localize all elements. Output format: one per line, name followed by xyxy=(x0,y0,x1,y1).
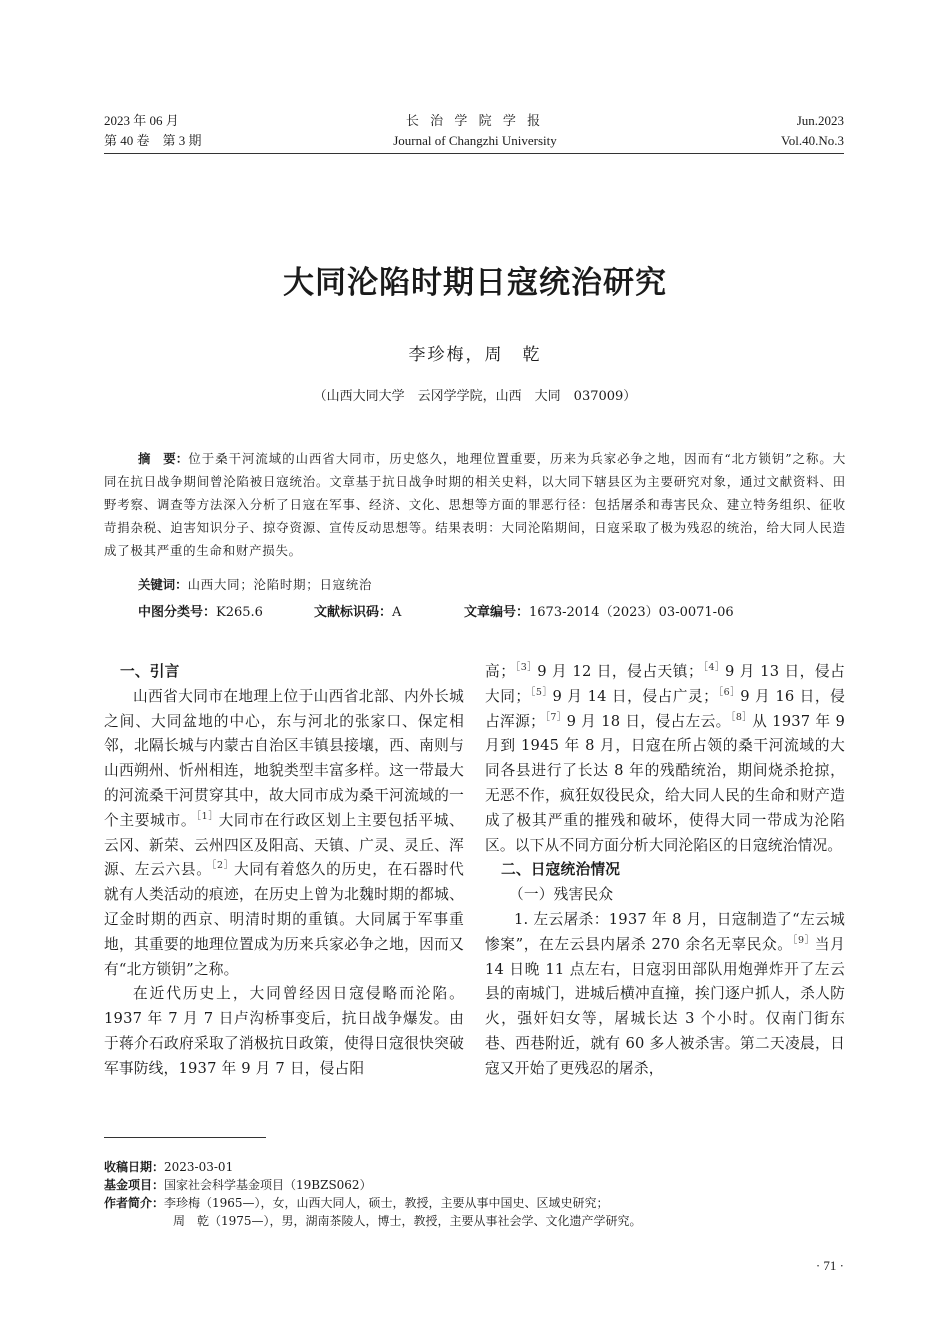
section-heading-occupation: 二、日寇统治情况 xyxy=(501,861,621,879)
clc-label: 中图分类号： xyxy=(138,605,217,620)
doc-code-value: A xyxy=(392,605,402,620)
article-title: 大同沦陷时期日寇统治研究 xyxy=(283,265,667,301)
keywords-line xyxy=(138,575,372,593)
paragraph: 1. 左云屠杀：1937 年 8 月，日寇制造了“左云城惨案”，在左云县内屠杀 270 余名无辜民众。$^{[9]}$当月 14 日晚 11 点左右，日寇羽田部队用炮弹炸开了左云县的南城门，进城后横冲直撞，挨门逐户抓人，杀人防火，强奸妇女等，屠城长达 3 个小时。仅南门街东巷、西巷附近，就有 60 多人被杀害。第二天凌晨，日寇又开始了更残忍的屠杀， xyxy=(485,910,845,1077)
abstract-text: 位于桑干河流域的山西省大同市，历史悠久，地理位置重要，历来为兵家必争之地，因而有“北方锁钥”之称。大同在抗日战争期间曾沦陷被日寇统治。文章基于抗日战争时期的相关史料，以大同下辖县区为主要研究对象，通过文献资料、田野考察、调查等方法深入分析了日寇在军事、经济、文化、思想等方面的罪恶行径：包括屠杀和毒害民众、建立特务组织、征收苛捐杂税、迫害知识分子、掠夺资源、宣传反动思想等。结果表明：大同沦陷期间，日寇采取了极为残忍的统治，给大同人民造成了极其严重的生命和财产损失。 xyxy=(104,451,847,558)
citation-ref[interactable]: ［6］ xyxy=(718,686,741,698)
citation-ref[interactable]: ［1］ xyxy=(196,810,219,822)
classification-line xyxy=(138,601,734,620)
body-column-right xyxy=(485,660,845,1082)
citation-ref[interactable]: ［8］ xyxy=(730,711,753,723)
journal-name-en: Journal of Changzhi University xyxy=(393,133,557,148)
issue-date-cn: 2023 年 06 月 xyxy=(104,113,179,128)
section-heading-intro: 一、引言 xyxy=(120,663,180,680)
running-header-left xyxy=(104,111,202,151)
abstract-label: 摘 要： xyxy=(138,451,189,466)
issue-volume-en: Vol.40.No.3 xyxy=(781,133,844,148)
fund-label: 基金项目： xyxy=(104,1178,165,1192)
issue-volume-cn: 第 40 卷 第 3 期 xyxy=(104,133,202,148)
body-column-left xyxy=(104,660,464,1082)
keywords-text: 山西大同；沦陷时期；日寇统治 xyxy=(187,577,373,592)
running-header-right xyxy=(781,111,844,151)
paragraph: 山西省大同市在地理上位于山西省北部、内外长城之间、大同盆地的中心，东与河北的张家口、保定相邻，北隔长城与内蒙古自治区丰镇县接壤，西、南则与山西朔州、忻州相连，地貌类型丰富多样。这一带最大的河流桑干河贯穿其中，故大同市成为桑干河流域的一个主要城市。$^{[1]}$大同市在行政区划上主要包括平城、云冈、新荣、云州四区及阳高、天镇、广灵、灵丘、浑源、左云六县。$^{[2]}$大同有着悠久的历史，在石器时代就有人类活动的痕迹，在历史上曾为北魏时期的都城、辽金时期的西京、明清时期的重镇。大同属于军事重地，其重要的地理位置成为历来兵家必争之地，因而又有“北方锁钥”之称。 xyxy=(104,687,464,978)
received-label: 收稿日期： xyxy=(104,1160,165,1174)
journal-name-cn: 长 治 学 院 学 报 xyxy=(405,113,545,128)
header-divider xyxy=(104,153,844,154)
article-authors: 李珍梅，周 乾 xyxy=(408,345,542,365)
article-id-label: 文章编号： xyxy=(464,605,530,620)
received-date: 2023-03-01 xyxy=(164,1160,234,1174)
fund-text: 国家社会科学基金项目（19BZS062） xyxy=(164,1178,372,1192)
abstract-block xyxy=(104,447,846,562)
paragraph: 高；$^{[3]}$9 月 12 日，侵占天镇；$^{[4]}$9 月 13 日，侵占大同；$^{[5]}$9 月 14 日，侵占广灵；$^{[6]}$9 月 16 日，侵占浑源；$^{[7]}$9 月 18 日，侵占左云。$^{[8]}$从 1937 年 9 月到 1945 年 8 月，日寇在所占领的桑干河流域的大同各县进行了长达 8 年的残酷统治，期间烧杀抢掠，无恶不作，疯狂奴役民众，给大同人民的生命和财产造成了极其严重的摧残和破坏，使得大同一带成为沦陷区。以下从不同方面分析大同沦陷区的日寇统治情况。 xyxy=(485,662,846,854)
running-header-center xyxy=(300,111,650,151)
article-affiliation: （山西大同大学 云冈学学院，山西 大同 037009） xyxy=(313,389,637,404)
footnotes xyxy=(104,1158,642,1230)
doc-code-label: 文献标识码： xyxy=(314,605,393,620)
citation-ref[interactable]: ［4］ xyxy=(702,662,726,674)
issue-date-en: Jun.2023 xyxy=(796,113,844,128)
keywords-label: 关键词： xyxy=(138,577,188,592)
citation-ref[interactable]: ［2］ xyxy=(211,860,234,872)
author-bio-1: 李珍梅（1965—），女，山西大同人，硕士，教授，主要从事中国史、区域史研究； xyxy=(164,1196,609,1210)
article-id-value: 1673-2014（2023）03-0071-06 xyxy=(529,605,734,620)
citation-ref[interactable]: ［3］ xyxy=(515,662,538,674)
author-bio-2: 周 乾（1975—），男，湖南茶陵人，博士，教授，主要从事社会学、文化遗产学研究。 xyxy=(173,1214,642,1228)
subsection-heading: （一）残害民众 xyxy=(509,886,614,904)
citation-ref[interactable]: ［5］ xyxy=(530,686,553,698)
citation-ref[interactable]: ［9］ xyxy=(792,934,815,946)
clc-value: K265.6 xyxy=(216,605,263,620)
paragraph: 在近代历史上，大同曾经因日寇侵略而沦陷。1937 年 7 月 7 日卢沟桥事变后，抗日战争爆发。由于蒋介石政府采取了消极抗日政策，使得日寇很快突破军事防线，1937 年 9 月 7 日，侵占阳 xyxy=(104,985,464,1077)
page-number: · 71 · xyxy=(815,1258,844,1273)
footnote-divider xyxy=(104,1137,266,1138)
author-bio-label: 作者简介： xyxy=(104,1196,165,1210)
citation-ref[interactable]: ［7］ xyxy=(545,711,567,723)
